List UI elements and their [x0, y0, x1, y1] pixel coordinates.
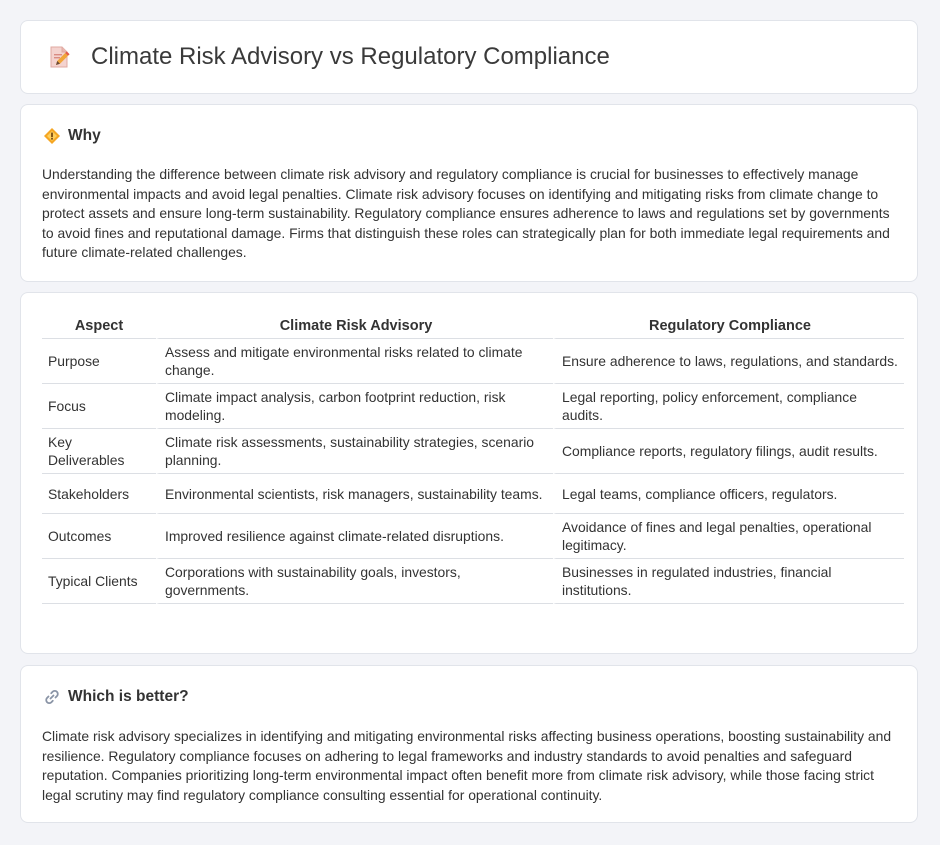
cell-compliance: Legal teams, compliance officers, regulators. — [553, 474, 904, 514]
why-text: Understanding the difference between climate risk advisory and regulatory compliance is crucial for businesses to effectively manage environmental impacts and avoid legal penalties. Climate risk advisory focuses on identifying and mitigating risks from climate change to protect assets and ensure long-term sustainability. Regulatory compliance ensures adherence to laws and regulations set by governments to avoid fines and reputational damage. Firms that distinguish these roles can strategically plan for both immediate legal requirements and future climate-related challenges. — [42, 166, 890, 261]
cell-advisory: Assess and mitigate environmental risks related to climate change. — [156, 339, 553, 384]
cell-compliance: Compliance reports, regulatory filings, audit results. — [553, 429, 904, 474]
better-title: Which is better? — [68, 688, 189, 705]
cell-advisory: Environmental scientists, risk managers, sustainability teams. — [156, 474, 553, 514]
cell-compliance: Businesses in regulated industries, financial institutions. — [553, 559, 904, 604]
cell-advisory: Climate risk assessments, sustainability strategies, scenario planning. — [156, 429, 553, 474]
table-row — [42, 514, 904, 559]
cell-advisory: Improved resilience against climate-related disruptions. — [156, 514, 553, 559]
table-row — [42, 559, 904, 604]
why-heading — [43, 127, 101, 145]
why-card — [20, 104, 918, 282]
link-icon — [43, 688, 61, 706]
title-card — [20, 20, 918, 94]
cell-aspect: Focus — [42, 384, 156, 429]
diamond-warning-icon — [43, 127, 61, 145]
header-aspect: Aspect — [42, 314, 156, 339]
why-title: Why — [68, 127, 101, 144]
table-row — [42, 339, 904, 384]
cell-compliance: Legal reporting, policy enforcement, compliance audits. — [553, 384, 904, 429]
document-edit-icon — [47, 45, 71, 69]
cell-aspect: Outcomes — [42, 514, 156, 559]
cell-aspect: Key Deliverables — [42, 429, 156, 474]
table-row — [42, 384, 904, 429]
page-title: Climate Risk Advisory vs Regulatory Compliance — [91, 43, 610, 70]
better-text: Climate risk advisory specializes in identifying and mitigating environmental risks affecting business operations, boosting sustainability and resilience. Regulatory compliance focuses on adhering to legal frameworks and industry standards to avoid penalties and safeguard reputation. Companies prioritizing long-term environmental impact often benefit more from climate risk advisory, while those facing strict legal scrutiny may find regulatory compliance consulting essential for operational continuity. — [42, 728, 892, 803]
cell-aspect: Purpose — [42, 339, 156, 384]
table-row — [42, 429, 904, 474]
cell-advisory: Corporations with sustainability goals, investors, governments. — [156, 559, 553, 604]
better-heading — [43, 688, 189, 706]
cell-compliance: Avoidance of fines and legal penalties, operational legitimacy. — [553, 514, 904, 559]
comparison-table — [42, 314, 904, 604]
cell-aspect: Stakeholders — [42, 474, 156, 514]
title-row — [21, 21, 917, 93]
which-is-better-card — [20, 665, 918, 823]
cell-advisory: Climate impact analysis, carbon footprint reduction, risk modeling. — [156, 384, 553, 429]
cell-aspect: Typical Clients — [42, 559, 156, 604]
table-row — [42, 474, 904, 514]
cell-compliance: Ensure adherence to laws, regulations, and standards. — [553, 339, 904, 384]
comparison-card — [20, 292, 918, 654]
header-climate-risk-advisory: Climate Risk Advisory — [156, 314, 553, 339]
table-header-row — [42, 314, 904, 339]
header-regulatory-compliance: Regulatory Compliance — [553, 314, 904, 339]
